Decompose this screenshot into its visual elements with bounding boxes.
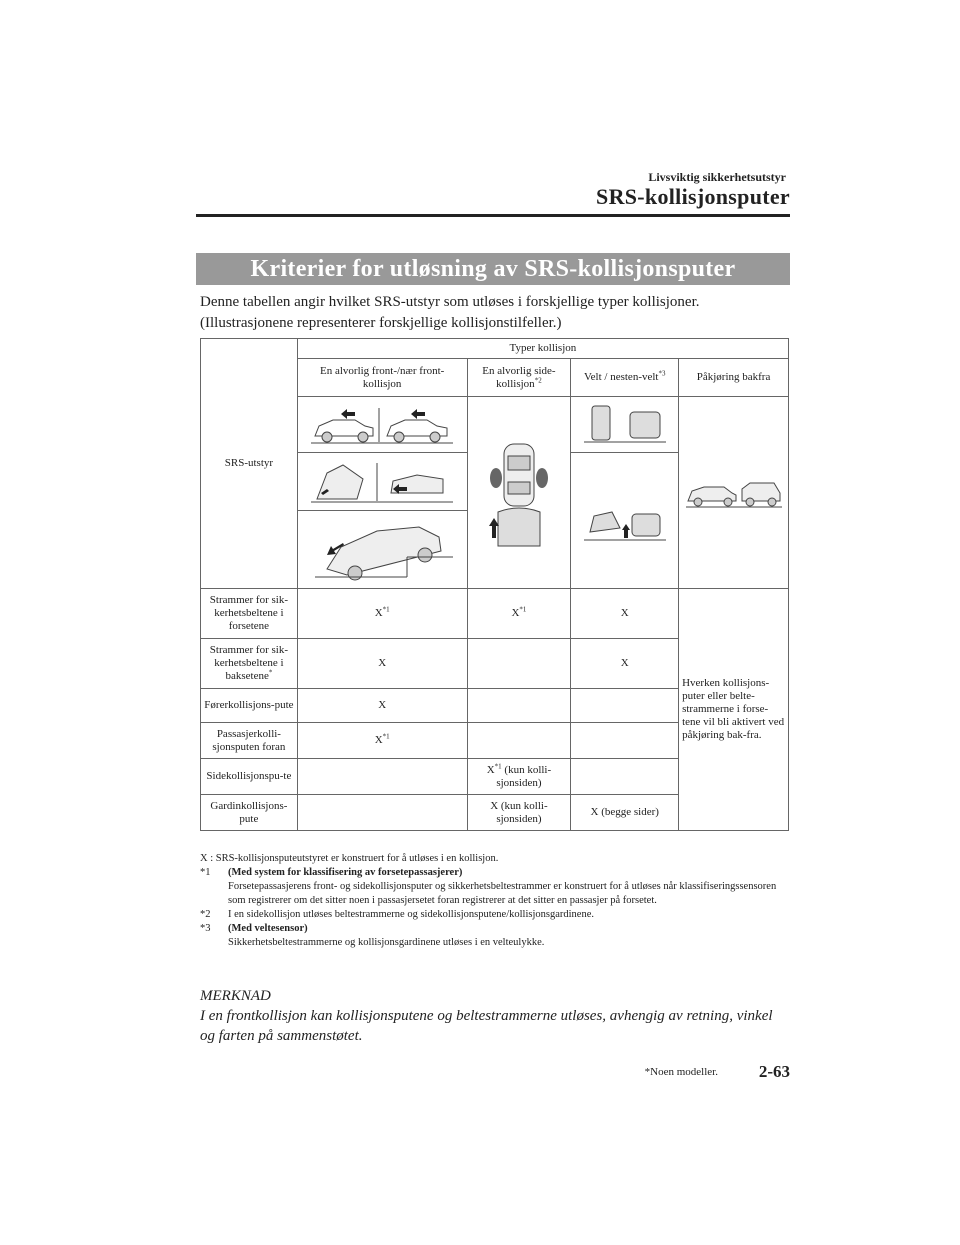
page-number: 2-63: [758, 1062, 790, 1081]
cell-curtain-airbag-side: X (kun kolli-sjonsiden): [467, 795, 571, 831]
cell-front-belt-side: $X^{*1}$: [467, 589, 571, 639]
intro-text: [200, 292, 790, 334]
types-header: Typer kollisjon: [297, 339, 788, 359]
row-label-driver-airbag: Førerkollisjons-pute: [201, 689, 298, 723]
note-box: [200, 986, 790, 1046]
cell-side-airbag-front: [297, 759, 467, 795]
cell-passenger-airbag-rollover: [571, 723, 679, 759]
legend-note: X : SRS-kollisjonsputeutstyret er konstruert for å utløses i en kollisjon.: [200, 853, 499, 864]
illus-front-1: [297, 397, 467, 453]
row-label-curtain-airbag: Gardinkollisjons-pute: [201, 795, 298, 831]
side-collision-illustration: [474, 438, 564, 548]
heading-rule: [196, 214, 790, 217]
cell-driver-airbag-side: [467, 689, 571, 723]
illus-rollover-2: [571, 453, 679, 589]
col-rear: Påkjøring bakfra: [679, 359, 789, 397]
intro-line-2: (Illustrasjonene representerer forskjellige kollisjonstilfeller.): [200, 315, 562, 331]
section-label: Livsviktig sikkerhetsutstyr: [648, 170, 786, 184]
section-banner: Kriterier for utløsning av SRS-kollisjonsputer: [196, 253, 790, 285]
cell-front-belt-rollover: X: [571, 589, 679, 639]
illus-front-2: [297, 453, 467, 511]
equipment-header: SRS-utstyr: [201, 339, 298, 589]
col-rollover: Velt / nesten-velt$^{*3}$: [571, 359, 679, 397]
col-side: En alvorlig side-kollisjon$^{*2}$: [467, 359, 571, 397]
models-footnote: *Noen modeller.: [644, 1066, 718, 1078]
offset-collision-illustration: [307, 459, 457, 505]
row-label-passenger-airbag: Passasjerkolli-sjonsputen foran: [201, 723, 298, 759]
cell-passenger-airbag-side: [467, 723, 571, 759]
illus-front-3: [297, 511, 467, 589]
row-label-front-belt: Strammer for sik-kerhetsbeltene i forsetene: [201, 589, 298, 639]
illus-side: [467, 397, 571, 589]
rear-note: Hverken kollisjons-puter eller belte-strammerne i forse-tene vil bli aktivert ved påkjøring bak-fra.: [679, 589, 789, 831]
col-front: En alvorlig front-/nær front-kollisjon: [297, 359, 467, 397]
row-label-side-airbag: Sidekollisjonspu-te: [201, 759, 298, 795]
cell-front-belt-front: $X^{*1}$: [297, 589, 467, 639]
cell-curtain-airbag-front: [297, 795, 467, 831]
note-title: MERKNAD: [200, 988, 271, 1004]
row-label-rear-belt: Strammer for sik-kerhetsbeltene i baksetene*: [201, 639, 298, 689]
note-1: *1 (Med system for klassifisering av forsetepassasjerer) Forsetepassasjerens front- og sidekollisjonsputer og sikkerhetsbeltestrammer er konstruert for å utløses når klassifiseringssensoren som registrerer om det sitter noen i passasjersetet foran registrerer at det sitter en passasjer på forsetet.: [200, 867, 777, 906]
page-heading: SRS-kollisjonsputer: [596, 184, 790, 209]
illus-rear: [679, 397, 789, 589]
cell-rear-belt-rollover: X: [571, 639, 679, 689]
cell-passenger-airbag-front: $X^{*1}$: [297, 723, 467, 759]
note-3: *3 (Med veltesensor) Sikkerhetsbeltestrammerne og kollisjonsgardinene utløses i en velteulykke.: [200, 923, 545, 948]
footnotes: [200, 852, 790, 950]
deployment-criteria-table: [200, 338, 789, 831]
intro-line-1: Denne tabellen angir hvilket SRS-utstyr som utløses i forskjellige typer kollisjoner.: [200, 294, 700, 310]
note-2: *2 I en sidekollisjon utløses beltestrammerne og sidekollisjonsputene/kollisjonsgardinene.: [200, 909, 594, 920]
undercarriage-impact-illustration: [307, 517, 457, 583]
cell-rear-belt-side: [467, 639, 571, 689]
cell-curtain-airbag-rollover: X (begge sider): [571, 795, 679, 831]
cell-side-airbag-rollover: [571, 759, 679, 795]
cell-rear-belt-front: X: [297, 639, 467, 689]
rollover-illustration: [580, 402, 670, 448]
cell-driver-airbag-rollover: [571, 689, 679, 723]
near-rollover-illustration: [580, 496, 670, 546]
front-collision-illustration: [307, 402, 457, 448]
note-text: I en frontkollisjon kan kollisjonsputene og beltestrammerne utløses, avhengig av retning, vinkel og farten på sammenstøtet.: [200, 1008, 773, 1044]
illus-rollover-1: [571, 397, 679, 453]
rear-collision-illustration: [684, 473, 784, 513]
cell-driver-airbag-front: X: [297, 689, 467, 723]
cell-side-airbag-side: $X^{*1}$ (kun kolli-sjonsiden): [467, 759, 571, 795]
